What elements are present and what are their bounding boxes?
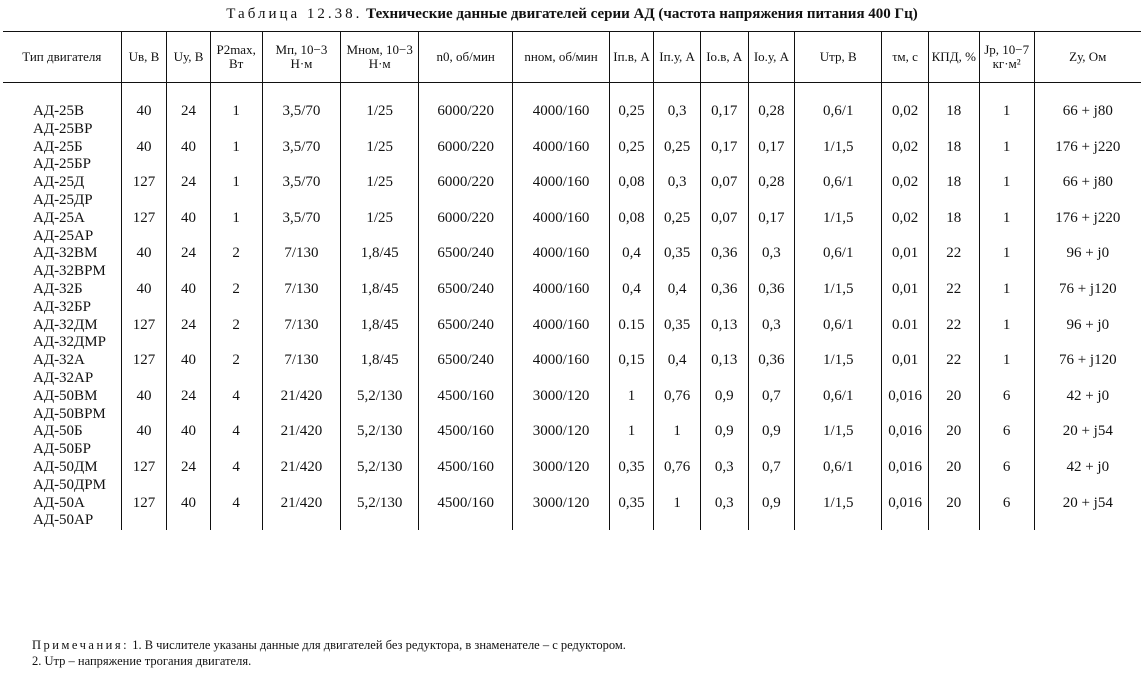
table-cell: 0,25 xyxy=(654,210,701,228)
motor-type-reducer: АД-25ДР xyxy=(3,192,121,210)
notes xyxy=(32,637,626,669)
motor-type-reducer: АД-50ДРМ xyxy=(3,477,121,495)
table-cell: 3,5/70 xyxy=(262,174,341,192)
table-cell: 6000/220 xyxy=(419,174,513,192)
table-cell: 0,02 xyxy=(882,103,929,121)
table-cell: 40 xyxy=(167,281,211,299)
motor-type: АД-25Д xyxy=(3,174,121,192)
table-cell: 1/1,5 xyxy=(795,423,882,441)
table-cell: 0.01 xyxy=(882,317,929,335)
column-header: Mном, 10−3 Н·м xyxy=(341,32,419,83)
table-row xyxy=(3,495,1141,513)
table-cell: 127 xyxy=(121,459,167,477)
table-cell: 0,6/1 xyxy=(795,245,882,263)
table-cell: 1 xyxy=(979,245,1034,263)
caption-label: Таблица 12.38. xyxy=(226,6,363,22)
table-cell: 0,13 xyxy=(700,352,748,370)
table-cell: 0,76 xyxy=(654,459,701,477)
table-cell: 0,76 xyxy=(654,388,701,406)
table-cell: 0,36 xyxy=(700,281,748,299)
table-cell: 2 xyxy=(210,281,262,299)
motor-type: АД-50Б xyxy=(3,423,121,441)
motor-specs-table xyxy=(3,31,1141,530)
table-row xyxy=(3,388,1141,406)
table-row-variant xyxy=(3,228,1141,246)
table-cell: 1 xyxy=(210,139,262,157)
table-row xyxy=(3,281,1141,299)
table-cell: 127 xyxy=(121,174,167,192)
table-cell: 6 xyxy=(979,388,1034,406)
column-header: КПД, % xyxy=(928,32,979,83)
table-cell: 0,9 xyxy=(748,495,795,513)
motor-type: АД-32ВМ xyxy=(3,245,121,263)
table-cell: 127 xyxy=(121,352,167,370)
table-cell: 5,2/130 xyxy=(341,388,419,406)
table-cell: 0,01 xyxy=(882,352,929,370)
table-cell: 176 + j220 xyxy=(1034,210,1141,228)
table-row xyxy=(3,352,1141,370)
table-cell: 0,28 xyxy=(748,103,795,121)
motor-type-reducer: АД-25АР xyxy=(3,228,121,246)
table-cell: 4000/160 xyxy=(513,281,609,299)
column-header: P2max, Вт xyxy=(210,32,262,83)
table-cell: 4000/160 xyxy=(513,317,609,335)
table-cell: 0,9 xyxy=(700,423,748,441)
table-cell: 3,5/70 xyxy=(262,103,341,121)
note-1: 1. В числителе указаны данные для двигателей без редуктора, в знаменателе – с редуктором. xyxy=(132,638,626,652)
table-cell: 6000/220 xyxy=(419,103,513,121)
table-cell: 0,3 xyxy=(700,495,748,513)
table-row xyxy=(3,174,1141,192)
table-cell: 0,17 xyxy=(700,139,748,157)
table-row-variant xyxy=(3,121,1141,139)
table-cell: 96 + j0 xyxy=(1034,245,1141,263)
column-header: Iо.в, А xyxy=(700,32,748,83)
table-cell: 0,35 xyxy=(654,317,701,335)
note-2: 2. Uтр – напряжение трогания двигателя. xyxy=(32,654,252,668)
table-cell: 1/25 xyxy=(341,103,419,121)
table-cell: 1 xyxy=(979,174,1034,192)
table-row xyxy=(3,459,1141,477)
table-cell: 0,17 xyxy=(700,103,748,121)
table-cell: 2 xyxy=(210,317,262,335)
table-cell: 1 xyxy=(979,317,1034,335)
table-cell: 0,17 xyxy=(748,139,795,157)
table-cell: 2 xyxy=(210,352,262,370)
table-cell: 0,01 xyxy=(882,245,929,263)
table-cell: 3000/120 xyxy=(513,495,609,513)
table-cell: 40 xyxy=(167,423,211,441)
table-cell: 176 + j220 xyxy=(1034,139,1141,157)
table-cell: 40 xyxy=(167,352,211,370)
table-cell: 0,3 xyxy=(748,245,795,263)
column-header: Uу, В xyxy=(167,32,211,83)
spacer-row xyxy=(3,83,1141,104)
table-cell: 6500/240 xyxy=(419,317,513,335)
table-cell: 40 xyxy=(121,139,167,157)
table-cell: 1 xyxy=(979,210,1034,228)
table-cell: 42 + j0 xyxy=(1034,459,1141,477)
table-cell: 40 xyxy=(167,210,211,228)
table-cell: 4 xyxy=(210,388,262,406)
motor-type-reducer: АД-50ВРМ xyxy=(3,406,121,424)
caption-title: Технические данные двигателей серии АД (частота напряжения питания 400 Гц) xyxy=(366,6,918,22)
table-cell: 6500/240 xyxy=(419,281,513,299)
table-cell: 4000/160 xyxy=(513,210,609,228)
table-cell: 6 xyxy=(979,423,1034,441)
table-cell: 0,3 xyxy=(654,103,701,121)
table-cell: 1/25 xyxy=(341,210,419,228)
table-cell: 6 xyxy=(979,495,1034,513)
table-row-variant xyxy=(3,299,1141,317)
table-cell: 0,6/1 xyxy=(795,388,882,406)
table-cell: 0,9 xyxy=(700,388,748,406)
table-cell: 18 xyxy=(928,174,979,192)
table-cell: 0,9 xyxy=(748,423,795,441)
table-cell: 24 xyxy=(167,245,211,263)
table-cell: 1,8/45 xyxy=(341,352,419,370)
motor-type: АД-32А xyxy=(3,352,121,370)
table-cell: 18 xyxy=(928,210,979,228)
table-cell: 0,016 xyxy=(882,495,929,513)
table-cell: 5,2/130 xyxy=(341,423,419,441)
table-cell: 1 xyxy=(654,495,701,513)
table-cell: 40 xyxy=(121,245,167,263)
table-cell: 0,07 xyxy=(700,210,748,228)
table-cell: 0,25 xyxy=(609,139,654,157)
table-cell: 0,02 xyxy=(882,210,929,228)
column-header: Uв, В xyxy=(121,32,167,83)
table-cell: 3000/120 xyxy=(513,423,609,441)
table-cell: 0,02 xyxy=(882,174,929,192)
table-cell: 1/1,5 xyxy=(795,495,882,513)
table-cell: 0,3 xyxy=(654,174,701,192)
table-cell: 4000/160 xyxy=(513,103,609,121)
column-header: nном, об/мин xyxy=(513,32,609,83)
table-cell: 0,02 xyxy=(882,139,929,157)
column-header: Iп.у, А xyxy=(654,32,701,83)
table-cell: 1,8/45 xyxy=(341,281,419,299)
table-cell: 20 xyxy=(928,495,979,513)
table-cell: 0,35 xyxy=(609,459,654,477)
table-cell: 0,6/1 xyxy=(795,103,882,121)
motor-type: АД-32Б xyxy=(3,281,121,299)
table-cell: 0.15 xyxy=(609,317,654,335)
table-cell: 3,5/70 xyxy=(262,139,341,157)
column-header: Uтр, В xyxy=(795,32,882,83)
table-cell: 0,4 xyxy=(609,281,654,299)
motor-type-reducer: АД-25ВР xyxy=(3,121,121,139)
table-cell: 22 xyxy=(928,317,979,335)
table-cell: 0,4 xyxy=(609,245,654,263)
table-cell: 2 xyxy=(210,245,262,263)
table-cell: 24 xyxy=(167,103,211,121)
table-cell: 0,35 xyxy=(654,245,701,263)
motor-type-reducer: АД-50БР xyxy=(3,441,121,459)
table-cell: 0,36 xyxy=(748,352,795,370)
table-cell: 40 xyxy=(121,281,167,299)
table-cell: 4000/160 xyxy=(513,174,609,192)
table-caption xyxy=(0,6,1144,23)
table-cell: 24 xyxy=(167,174,211,192)
table-cell: 1/1,5 xyxy=(795,139,882,157)
table-row-variant xyxy=(3,192,1141,210)
table-cell: 4 xyxy=(210,495,262,513)
table-cell: 0,016 xyxy=(882,459,929,477)
table-cell: 4500/160 xyxy=(419,388,513,406)
table-cell: 76 + j120 xyxy=(1034,281,1141,299)
table-cell: 1 xyxy=(979,281,1034,299)
table-cell: 0,016 xyxy=(882,388,929,406)
table-cell: 0,6/1 xyxy=(795,317,882,335)
table-cell: 21/420 xyxy=(262,459,341,477)
motor-type: АД-50ДМ xyxy=(3,459,121,477)
table-cell: 0,7 xyxy=(748,459,795,477)
table-cell: 1 xyxy=(210,103,262,121)
table-cell: 0,08 xyxy=(609,210,654,228)
table-cell: 5,2/130 xyxy=(341,495,419,513)
table-cell: 4 xyxy=(210,423,262,441)
motor-type: АД-50ВМ xyxy=(3,388,121,406)
motor-type: АД-25В xyxy=(3,103,121,121)
table-cell: 0,36 xyxy=(748,281,795,299)
table-cell: 1/25 xyxy=(341,139,419,157)
table-cell: 20 xyxy=(928,423,979,441)
table-header-row xyxy=(3,32,1141,83)
table-cell: 0,13 xyxy=(700,317,748,335)
table-cell: 24 xyxy=(167,459,211,477)
table-cell: 1 xyxy=(979,103,1034,121)
table-cell: 18 xyxy=(928,139,979,157)
table-cell: 7/130 xyxy=(262,317,341,335)
motor-type-reducer: АД-50АР xyxy=(3,512,121,530)
table-cell: 20 + j54 xyxy=(1034,423,1141,441)
table-cell: 21/420 xyxy=(262,388,341,406)
table-cell: 0,01 xyxy=(882,281,929,299)
table-cell: 0,28 xyxy=(748,174,795,192)
table-cell: 6000/220 xyxy=(419,139,513,157)
table-cell: 6000/220 xyxy=(419,210,513,228)
table-cell: 6500/240 xyxy=(419,352,513,370)
table-cell: 0,3 xyxy=(748,317,795,335)
table-cell: 7/130 xyxy=(262,352,341,370)
table-cell: 4500/160 xyxy=(419,423,513,441)
table-row-variant xyxy=(3,512,1141,530)
table-cell: 1 xyxy=(609,388,654,406)
table-cell: 24 xyxy=(167,317,211,335)
table-cell: 20 xyxy=(928,459,979,477)
table-row-variant xyxy=(3,370,1141,388)
table-cell: 66 + j80 xyxy=(1034,103,1141,121)
table-cell: 1 xyxy=(979,139,1034,157)
table-cell: 1 xyxy=(210,174,262,192)
table-cell: 0,36 xyxy=(700,245,748,263)
table-cell: 22 xyxy=(928,281,979,299)
table-cell: 0,25 xyxy=(654,139,701,157)
motor-type: АД-50А xyxy=(3,495,121,513)
table-row xyxy=(3,103,1141,121)
column-header: Jр, 10−7 кг·м² xyxy=(979,32,1034,83)
table-cell: 0,4 xyxy=(654,281,701,299)
table-cell: 1/1,5 xyxy=(795,352,882,370)
table-cell: 0,6/1 xyxy=(795,174,882,192)
column-header: Iп.в, А xyxy=(609,32,654,83)
motor-type-reducer: АД-32АР xyxy=(3,370,121,388)
notes-label: Примечания: xyxy=(32,638,130,652)
table-cell: 21/420 xyxy=(262,495,341,513)
table-cell: 3,5/70 xyxy=(262,210,341,228)
table-cell: 0,016 xyxy=(882,423,929,441)
table-cell: 20 xyxy=(928,388,979,406)
table-cell: 21/420 xyxy=(262,423,341,441)
motor-type-reducer: АД-32БР xyxy=(3,299,121,317)
table-cell: 3000/120 xyxy=(513,459,609,477)
table-cell: 76 + j120 xyxy=(1034,352,1141,370)
table-cell: 40 xyxy=(167,495,211,513)
table-row-variant xyxy=(3,263,1141,281)
column-header: Zу, Ом xyxy=(1034,32,1141,83)
table-cell: 1/1,5 xyxy=(795,281,882,299)
table-cell: 127 xyxy=(121,210,167,228)
table-cell: 66 + j80 xyxy=(1034,174,1141,192)
table-cell: 6 xyxy=(979,459,1034,477)
table-row-variant xyxy=(3,477,1141,495)
table-cell: 22 xyxy=(928,245,979,263)
column-header: Mп, 10−3 Н·м xyxy=(262,32,341,83)
table-cell: 4000/160 xyxy=(513,139,609,157)
table-cell: 40 xyxy=(167,139,211,157)
motor-type-reducer: АД-32ДМР xyxy=(3,334,121,352)
table-cell: 7/130 xyxy=(262,245,341,263)
table-cell: 5,2/130 xyxy=(341,459,419,477)
table-cell: 40 xyxy=(121,423,167,441)
table-row-variant xyxy=(3,406,1141,424)
table-cell: 0,6/1 xyxy=(795,459,882,477)
table-cell: 0,4 xyxy=(654,352,701,370)
table-cell: 96 + j0 xyxy=(1034,317,1141,335)
table-cell: 0,15 xyxy=(609,352,654,370)
table-cell: 24 xyxy=(167,388,211,406)
table-row xyxy=(3,317,1141,335)
table-cell: 1 xyxy=(654,423,701,441)
table-cell: 4000/160 xyxy=(513,245,609,263)
table-row-variant xyxy=(3,441,1141,459)
table-cell: 4000/160 xyxy=(513,352,609,370)
table-cell: 1,8/45 xyxy=(341,317,419,335)
table-cell: 127 xyxy=(121,317,167,335)
motor-type-reducer: АД-32ВРМ xyxy=(3,263,121,281)
table-cell: 1/1,5 xyxy=(795,210,882,228)
table-cell: 0,7 xyxy=(748,388,795,406)
table-cell: 7/130 xyxy=(262,281,341,299)
table-cell: 1,8/45 xyxy=(341,245,419,263)
table-row-variant xyxy=(3,156,1141,174)
column-header: Iо.у, А xyxy=(748,32,795,83)
table-row xyxy=(3,245,1141,263)
table-cell: 0,08 xyxy=(609,174,654,192)
column-header: τм, с xyxy=(882,32,929,83)
table-cell: 40 xyxy=(121,103,167,121)
table-cell: 1/25 xyxy=(341,174,419,192)
table-cell: 0,07 xyxy=(700,174,748,192)
table-cell: 127 xyxy=(121,495,167,513)
table-cell: 0,35 xyxy=(609,495,654,513)
table-cell: 20 + j54 xyxy=(1034,495,1141,513)
table-cell: 0,3 xyxy=(700,459,748,477)
column-header: n0, об/мин xyxy=(419,32,513,83)
table-row-variant xyxy=(3,334,1141,352)
table-cell: 1 xyxy=(979,352,1034,370)
table-cell: 0,25 xyxy=(609,103,654,121)
table-cell: 4500/160 xyxy=(419,459,513,477)
table-row xyxy=(3,139,1141,157)
table-cell: 1 xyxy=(210,210,262,228)
motor-type: АД-32ДМ xyxy=(3,317,121,335)
motor-type-reducer: АД-25БР xyxy=(3,156,121,174)
table-cell: 40 xyxy=(121,388,167,406)
motor-type: АД-25А xyxy=(3,210,121,228)
table-cell: 6500/240 xyxy=(419,245,513,263)
table-cell: 3000/120 xyxy=(513,388,609,406)
table-cell: 1 xyxy=(609,423,654,441)
table-cell: 4500/160 xyxy=(419,495,513,513)
table-row xyxy=(3,210,1141,228)
column-header: Тип двигателя xyxy=(3,32,121,83)
table-cell: 18 xyxy=(928,103,979,121)
table-cell: 22 xyxy=(928,352,979,370)
motor-type: АД-25Б xyxy=(3,139,121,157)
table-row xyxy=(3,423,1141,441)
table-cell: 42 + j0 xyxy=(1034,388,1141,406)
table-cell: 4 xyxy=(210,459,262,477)
table-cell: 0,17 xyxy=(748,210,795,228)
